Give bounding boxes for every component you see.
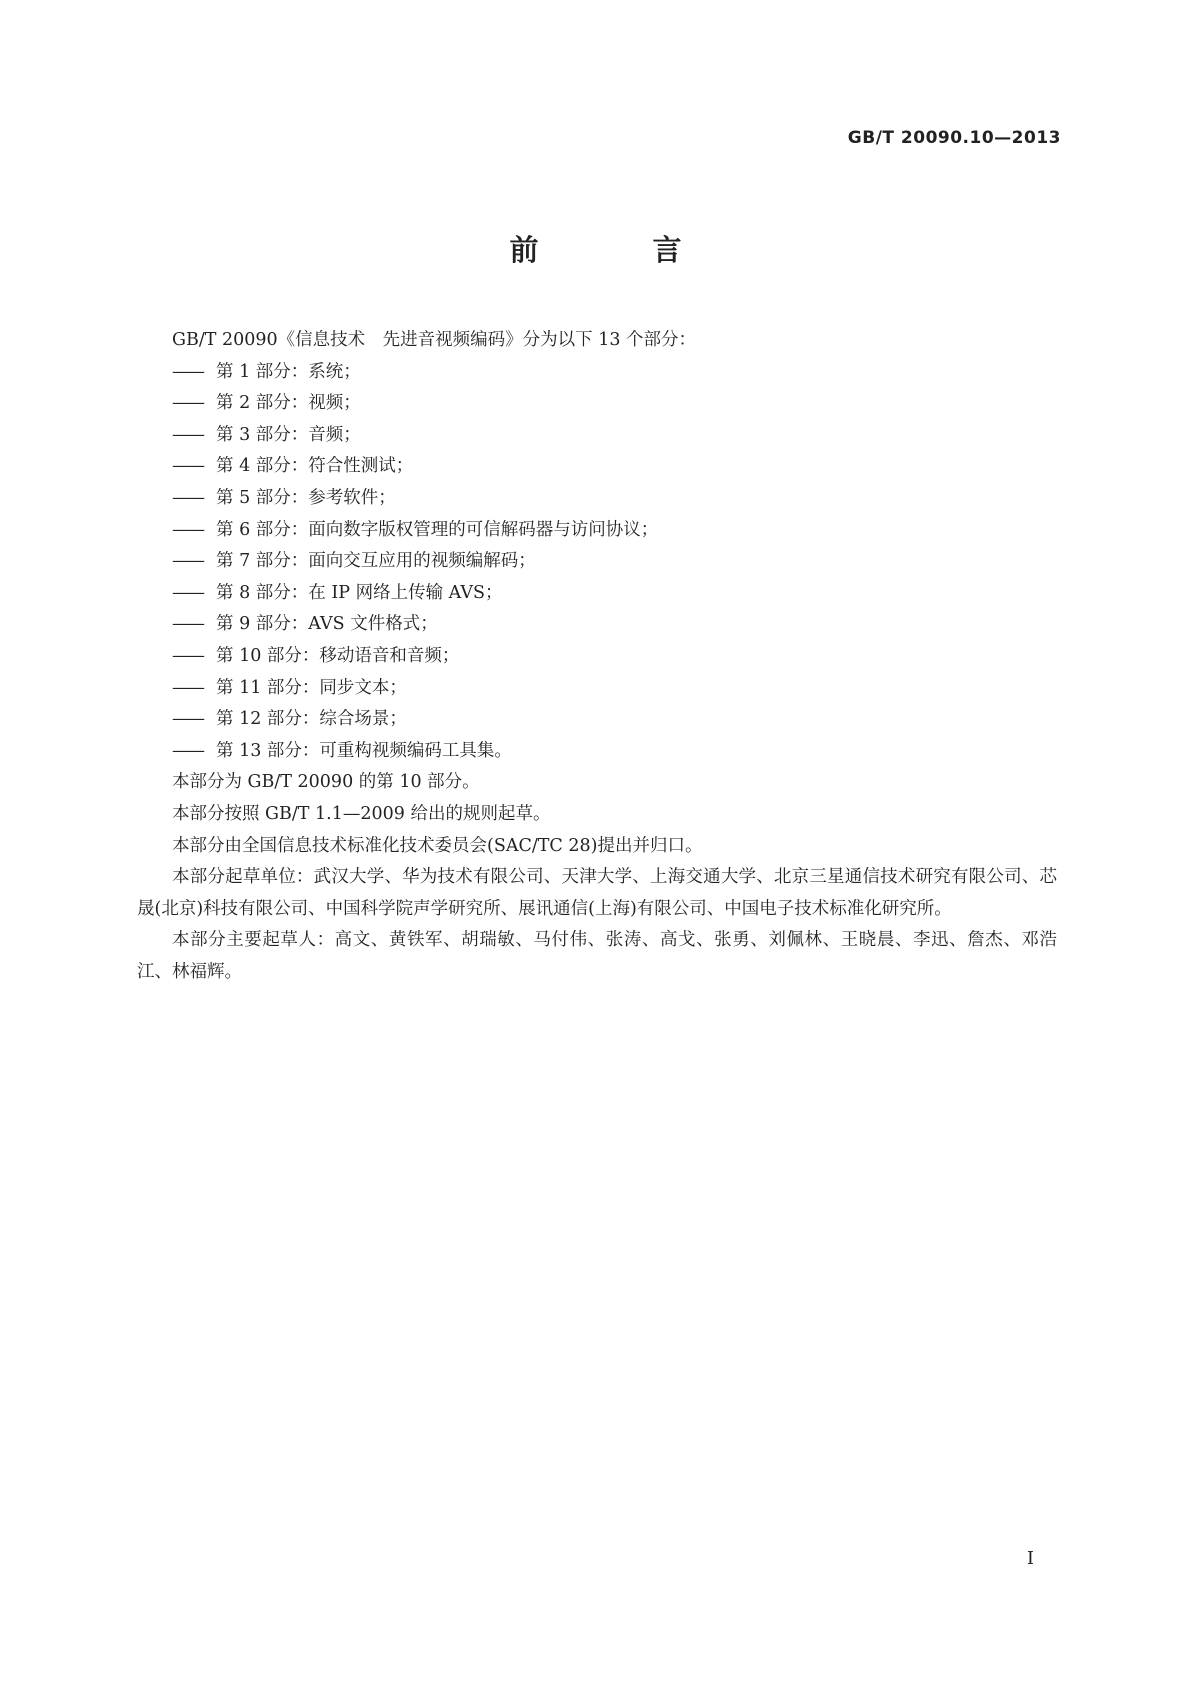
list-item-text: 第 11 部分：同步文本；: [216, 677, 407, 698]
list-dash: ——: [172, 487, 203, 508]
list-item-text: 第 12 部分：综合场景；: [216, 709, 407, 730]
list-dash: ——: [172, 740, 203, 761]
list-item: [137, 609, 1057, 641]
list-item-text: 第 1 部分：系统；: [216, 361, 361, 382]
list-item: [137, 515, 1057, 547]
list-item-text: 第 10 部分：移动语音和音频；: [216, 645, 460, 666]
list-item: [137, 546, 1057, 578]
list-item-text: 第 3 部分：音频；: [216, 424, 361, 445]
list-item: [137, 736, 1057, 768]
parts-list: [137, 357, 1057, 768]
standard-code: GB/T 20090.10—2013: [847, 128, 1061, 148]
list-item: [137, 704, 1057, 736]
list-item-text: 第 4 部分：符合性测试；: [216, 456, 414, 477]
list-item-text: 第 7 部分：面向交互应用的视频编解码；: [216, 551, 536, 572]
list-dash: ——: [172, 361, 203, 382]
list-dash: ——: [172, 582, 203, 603]
list-dash: ——: [172, 393, 203, 414]
list-item-text: 第 9 部分：AVS 文件格式；: [216, 614, 438, 635]
list-item-text: 第 8 部分：在 IP 网络上传输 AVS；: [216, 582, 503, 603]
list-dash: ——: [172, 645, 203, 666]
list-item: [137, 388, 1057, 420]
proposer-statement: 本部分由全国信息技术标准化技术委员会(SAC/TC 28)提出并归口。: [172, 835, 703, 856]
document-body: [137, 325, 1057, 988]
list-dash: ——: [172, 551, 203, 572]
list-item-text: 第 2 部分：视频；: [216, 393, 361, 414]
list-item-text: 第 5 部分：参考软件；: [216, 487, 396, 508]
drafting-units-paragraph: 本部分起草单位：武汉大学、华为技术有限公司、天津大学、上海交通大学、北京三星通信技术研究有限公司、芯晟(北京)科技有限公司、中国科学院声学研究所、展讯通信(上海)有限公司、中国电子技术标准化研究所。: [137, 867, 1057, 919]
list-item: [137, 357, 1057, 389]
list-item: [137, 641, 1057, 673]
list-dash: ——: [172, 519, 203, 540]
list-item: [137, 578, 1057, 610]
list-dash: ——: [172, 614, 203, 635]
page-number: I: [1026, 1548, 1034, 1569]
list-item: [137, 451, 1057, 483]
list-dash: ——: [172, 677, 203, 698]
list-item-text: 第 6 部分：面向数字版权管理的可信解码器与访问协议；: [216, 519, 659, 540]
part-statement: 本部分为 GB/T 20090 的第 10 部分。: [172, 772, 480, 793]
drafters-paragraph: 本部分主要起草人：高文、黄铁军、胡瑞敏、马付伟、张涛、高戈、张勇、刘佩林、王晓晨、李迅、詹杰、邓浩江、林福辉。: [137, 930, 1057, 982]
list-dash: ——: [172, 424, 203, 445]
page-title: 前 言: [509, 233, 734, 267]
list-item-text: 第 13 部分：可重构视频编码工具集。: [216, 740, 512, 761]
list-item: [137, 420, 1057, 452]
list-item: [137, 673, 1057, 705]
intro-paragraph: GB/T 20090《信息技术 先进音视频编码》分为以下 13 个部分：: [172, 330, 697, 350]
list-item: [137, 483, 1057, 515]
list-dash: ——: [172, 709, 203, 730]
drafting-rules-statement: 本部分按照 GB/T 1.1—2009 给出的规则起草。: [172, 803, 551, 824]
list-dash: ——: [172, 456, 203, 477]
